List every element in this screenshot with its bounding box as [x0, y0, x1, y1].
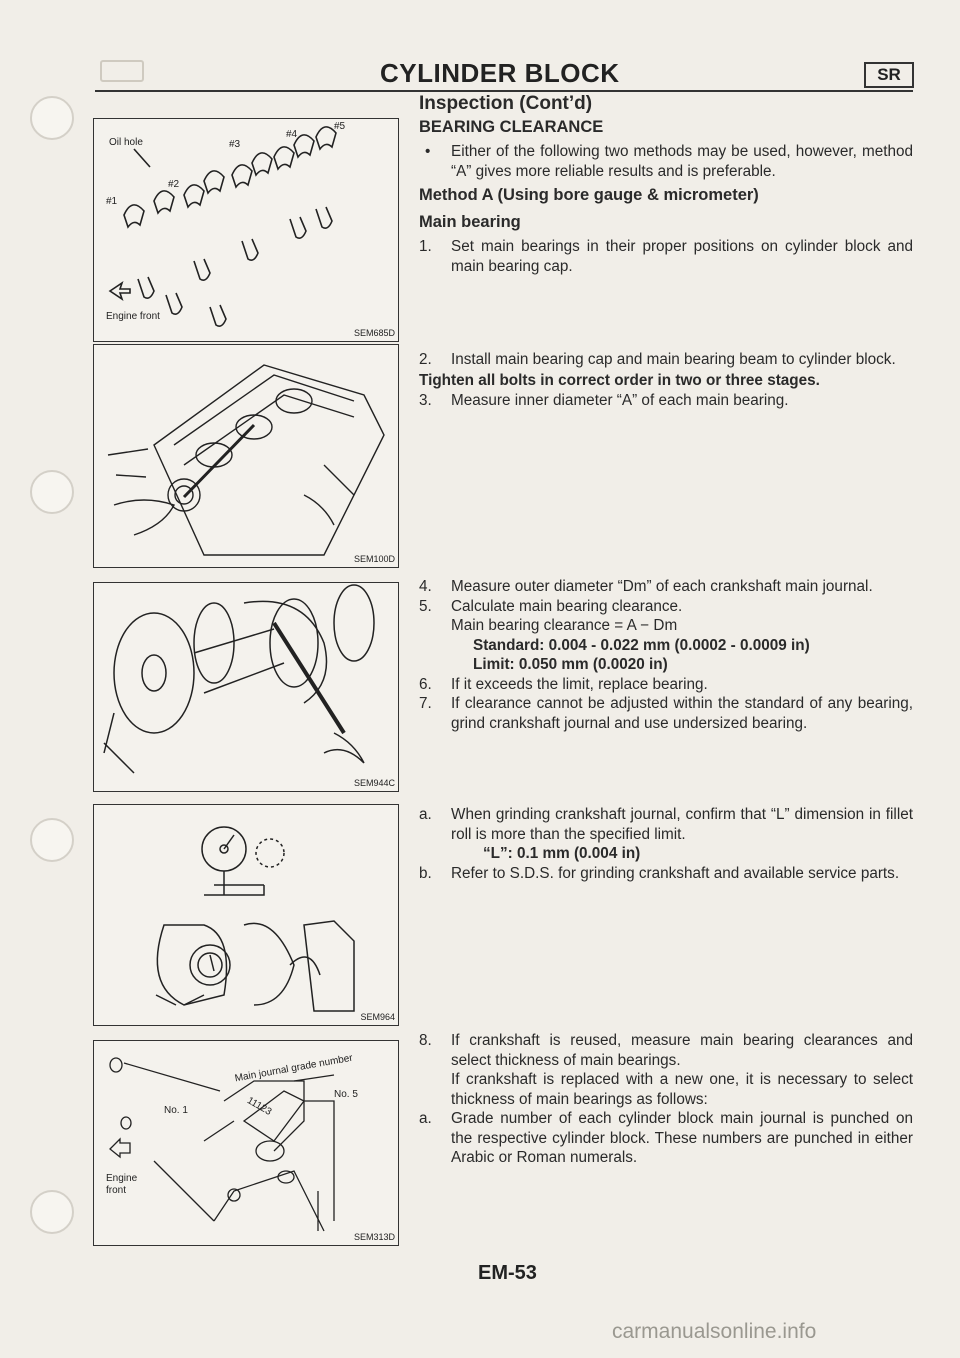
page-number: EM-53 — [478, 1262, 537, 1284]
step-1: 1. Set main bearings in their proper positions on cylinder block and main bearing cap. — [419, 238, 913, 275]
step-5: 5. Calculate main bearing clearance. — [419, 597, 683, 615]
note-a-grinding: a. When grinding crankshaft journal, confirm that “L” dimension in fillet roll is more than the specified limit. — [419, 806, 913, 843]
text-block-grinding — [419, 805, 913, 883]
callout-journal-5: #5 — [334, 121, 346, 132]
clearance-formula: Main bearing clearance = A − Dm — [451, 617, 678, 634]
section-heading: Inspection (Cont’d) — [419, 93, 593, 114]
main-bearing-heading: Main bearing — [419, 212, 521, 231]
method-a-heading: Method A (Using bore gauge & micrometer) — [419, 186, 759, 204]
callout-journal-3: #3 — [229, 139, 241, 150]
intro-bullet: • Either of the following two methods may be used, however, method “A” gives more reliable results and is preferable. — [425, 143, 913, 180]
fillet-roll-drawing — [94, 805, 398, 1025]
note-b-sds: b. Refer to S.D.S. for grinding crankshaft and available service parts. — [419, 864, 900, 882]
callout-oil-hole: Oil hole — [109, 137, 143, 148]
text-block-install — [419, 350, 913, 411]
callout-grade-number: Main journal grade number — [233, 1052, 354, 1085]
text-block-select — [419, 1031, 913, 1168]
grade-stamp: 11123 — [245, 1095, 274, 1118]
figure-micrometer-crankshaft — [93, 582, 399, 792]
step-2: 2. Install main bearing cap and main bearing beam to cylinder block. — [419, 351, 896, 368]
page-title: CYLINDER BLOCK — [380, 58, 620, 88]
callout-journal-1: #1 — [106, 196, 118, 207]
binder-hole — [30, 1190, 74, 1234]
note-a-grade: a. Grade number of each cylinder block main journal is punched on the respective cylinder block. These numbers are punched in either Arabic or Roman numerals. — [419, 1110, 913, 1166]
callout-journal-4: #4 — [286, 129, 298, 140]
clearance-limit: Limit: 0.050 mm (0.0020 in) — [473, 656, 668, 673]
step-8: 8. If crankshaft is reused, measure main bearing clearances and select thickness of main bearings. — [419, 1032, 913, 1069]
figure-fillet-roll — [93, 804, 399, 1026]
step-7: 7. If clearance cannot be adjusted within the standard of any bearing, grind crankshaft journal and use undersized bearing. — [419, 695, 913, 732]
step-4: 4. Measure outer diameter “Dm” of each crankshaft main journal. — [419, 578, 873, 595]
text-block-measure — [419, 577, 913, 733]
bearing-positions-drawing — [94, 119, 398, 341]
callout-engine-front: Engine front — [106, 1173, 138, 1196]
figure-bearing-positions — [93, 118, 399, 342]
micrometer-crankshaft-drawing — [94, 583, 398, 791]
figure-journal-grade — [93, 1040, 399, 1246]
figure-code: SEM964 — [360, 1012, 395, 1022]
figure-code: SEM685D — [353, 328, 395, 338]
title-rule — [95, 90, 913, 92]
site-watermark: carmanualsonline.info — [612, 1320, 817, 1343]
figure-code: SEM100D — [353, 554, 395, 564]
fillet-spec: “L”: 0.1 mm (0.004 in) — [483, 845, 641, 862]
section-index-tab — [100, 60, 144, 82]
step-6: 6. If it exceeds the limit, replace bearing. — [419, 675, 708, 693]
figure-bore-gauge — [93, 344, 399, 568]
callout-no-1: No. 1 — [164, 1105, 188, 1116]
step-8-replaced: If crankshaft is replaced with a new one, it is necessary to select thickness of main bearings as follows: — [451, 1071, 913, 1108]
callout-no-5: No. 5 — [334, 1089, 358, 1100]
callout-journal-2: #2 — [168, 179, 180, 190]
callout-engine-front: Engine front — [106, 311, 160, 322]
engine-badge: SR — [864, 62, 914, 88]
figure-code: SEM944C — [353, 778, 395, 788]
section-subheading: BEARING CLEARANCE — [419, 117, 604, 136]
bore-gauge-drawing — [94, 345, 398, 567]
binder-hole — [30, 96, 74, 140]
text-block-intro — [419, 94, 913, 276]
figure-code: SEM313D — [353, 1232, 395, 1242]
tighten-note: Tighten all bolts in correct order in two or three stages. — [419, 371, 820, 389]
step-3: 3. Measure inner diameter “A” of each main bearing. — [419, 392, 789, 409]
binder-hole — [30, 470, 74, 514]
clearance-standard: Standard: 0.004 - 0.022 mm (0.0002 - 0.0009 in) — [473, 636, 810, 654]
binder-hole — [30, 818, 74, 862]
